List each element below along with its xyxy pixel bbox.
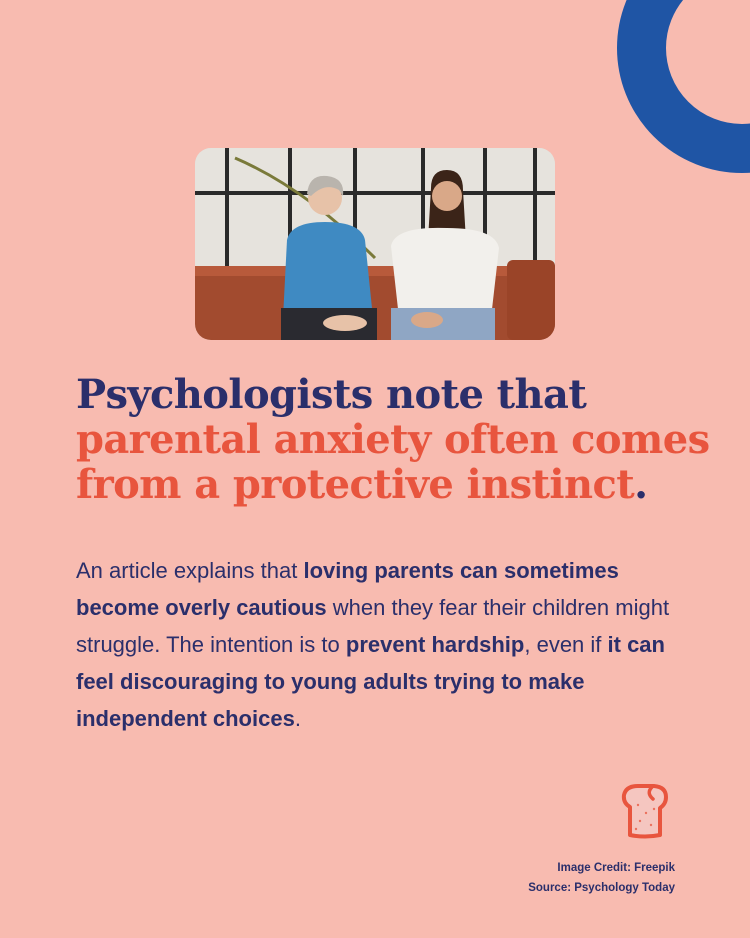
headline-part-1: Psychologists note that <box>76 371 587 418</box>
bread-slice-icon <box>620 783 670 839</box>
body-text-3: , even if <box>524 632 608 657</box>
headline-period: . <box>634 461 648 508</box>
body-bold-3: it can feel discouraging to young adults trying to make independent choices <box>76 632 665 731</box>
body-paragraph <box>76 552 696 737</box>
photo-two-women-on-sofa <box>195 148 555 340</box>
credits <box>528 858 675 898</box>
body-text-1: An article explains that <box>76 558 304 583</box>
body-text-2: when they fear their children might struggle. The intention is to <box>76 595 670 657</box>
body-text-4: . <box>294 706 301 731</box>
headline-part-2-highlight: parental anxiety often comes from a protective instinct <box>76 416 710 508</box>
source-credit: Source: Psychology Today <box>528 882 675 894</box>
image-credit: Image Credit: Freepik <box>557 862 675 874</box>
photo-illustration <box>195 148 555 340</box>
body-bold-2: prevent hardship <box>345 632 525 657</box>
ring-icon <box>617 0 750 173</box>
body-bold-1: loving parents can sometimes become overly cautious <box>76 558 619 620</box>
headline <box>76 372 716 507</box>
